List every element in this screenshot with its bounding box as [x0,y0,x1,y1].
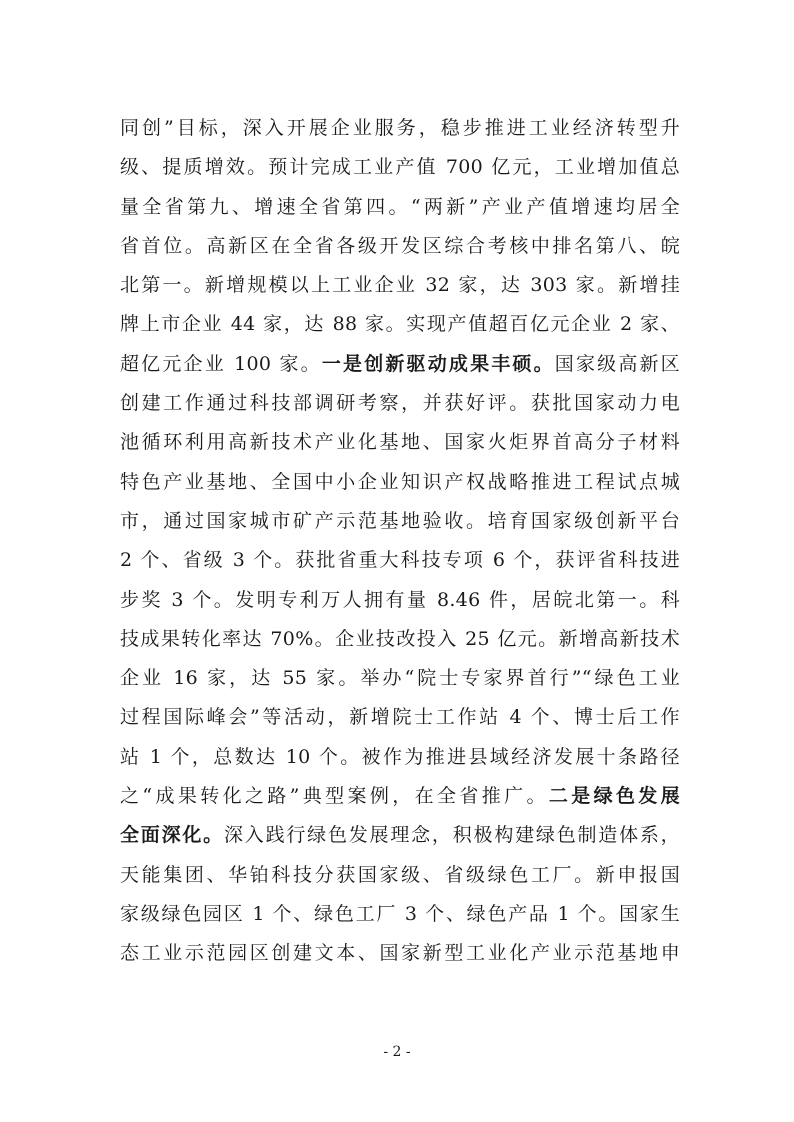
text-line [120,541,680,580]
text-line [120,266,680,305]
body-text: 过程国际峰会”等活动，新增院士工作站 4 个、博士后工作 [120,706,680,729]
body-text: 同创”目标，深入开展企业服务，稳步推进工业经济转型升 [120,117,680,139]
bold-heading-text: 一是创新驱动成果丰硕。 [321,352,555,375]
text-line [120,109,680,148]
body-text: 省首位。高新区在全省各级开发区综合考核中排名第八、皖 [120,234,680,257]
body-text: 北第一。新增规模以上工业企业 32 家，达 303 家。新增挂 [120,274,680,297]
body-text: 池循环利用高新技术产业化基地、国家火炬界首高分子材料 [120,431,680,454]
text-line [120,148,680,187]
body-text: 市，通过国家城市矿产示范基地验收。培育国家级创新平台 [120,509,680,532]
text-line [120,934,680,973]
body-text: 家级绿色园区 1 个、绿色工厂 3 个、绿色产品 1 个。国家生 [120,902,680,925]
text-line [120,895,680,934]
body-text: 步奖 3 个。发明专利万人拥有量 8.46 件，居皖北第一。科 [120,588,680,611]
document-body [120,109,680,974]
body-text: 2 个、省级 3 个。获批省重大科技专项 6 个，获评省科技进 [120,549,680,572]
text-line [120,620,680,659]
text-line [120,463,680,502]
text-line [120,502,680,541]
text-line [120,581,680,620]
text-line [120,188,680,227]
body-text: 深入践行绿色发展理念，积极构建绿色制造体系， [223,824,680,847]
body-text: 企业 16 家，达 55 家。举办“院士专家界首行”“绿色工业 [120,667,680,690]
bold-heading-text: 二是绿色发展 [548,785,680,808]
bold-heading-text: 全面深化。 [120,824,224,847]
body-text: 站 1 个，总数达 10 个。被作为推进县域经济发展十条路径 [120,745,680,768]
text-line [120,777,680,816]
body-text: 态工业示范园区创建文本、国家新型工业化产业示范基地申 [120,942,680,965]
body-text: 技成果转化率达 70%。企业技改投入 25 亿元。新增高新技术 [120,627,680,650]
text-line [120,384,680,423]
text-line [120,345,680,384]
body-text: 国家级高新区 [554,352,680,375]
text-line [120,856,680,895]
body-text: 之“成果转化之路”典型案例，在全省推广。 [120,785,549,808]
text-line [120,227,680,266]
text-line [120,698,680,737]
text-line [120,305,680,344]
body-text: 级、提质增效。预计完成工业产值 700 亿元，工业增加值总 [120,156,680,179]
text-line [120,659,680,698]
page-number: - 2 - [383,1044,411,1060]
body-text: 超亿元企业 100 家。 [120,352,322,375]
text-line [120,816,680,855]
body-text: 牌上市企业 44 家，达 88 家。实现产值超百亿元企业 2 家、 [120,313,680,336]
body-text: 特色产业基地、全国中小企业知识产权战略推进工程试点城 [120,470,680,493]
body-text: 天能集团、华铂科技分获国家级、省级绿色工厂。新申报国 [120,863,680,886]
body-text: 创建工作通过科技部调研考察，并获好评。获批国家动力电 [120,392,680,415]
text-line [120,738,680,777]
text-line [120,423,680,462]
body-text: 量全省第九、增速全省第四。“两新”产业产值增速均居全 [120,195,680,218]
